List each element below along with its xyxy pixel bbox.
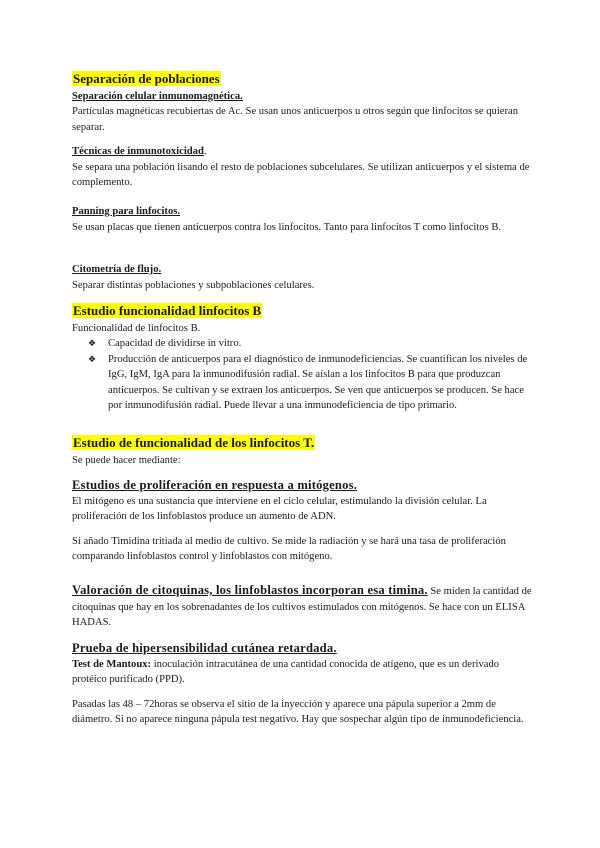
list-item [72,352,532,414]
intro-funcionalidad-b: Funcionalidad de linfocitos B. [72,322,201,334]
section-inmunotoxicidad [72,144,532,191]
bullet-text: Capacidad de dividirse in vitro. [108,338,242,349]
text-inmunotoxicidad: Se separa una población lisando el resto de poblaciones subcelulares. Se utilizan anticuerpos y el sistema de complemento. [72,161,530,188]
diamond-bullet-icon: ❖ [88,353,97,364]
label-test-mantoux: Test de Mantoux: [72,658,152,670]
text-test-mantoux: inoculación intracutánea de una cantidad conocida de atígeno, que es un derivado protéico purificado (PPD). [72,658,500,685]
section-linfocitos-b [72,303,532,414]
heading-separacion-poblaciones: Separación de poblaciones [73,71,220,86]
intro-funcionalidad-t: Se puede hacer mediante: [72,454,181,466]
section-citometria [72,262,532,293]
subheading-inmunotoxicidad-period: . [203,146,207,157]
subheading-panning: Panning para linfocitos. [72,206,181,217]
heading-funcionalidad-t: Estudio de funcionalidad de los linfocitos T. [73,435,315,450]
subheading-inmunotoxicidad: Técnicas de inmunotoxicidad [72,146,204,157]
text-proliferacion-1: El mitógeno es una sustancia que interviene en el ciclo celular, estimulando la división celular. La proliferación de los linfoblastos produce un aumento de ADN. [72,495,487,522]
text-proliferacion-2: Si añado Timidina tritiada al medio de cultivo. Se mide la radiación y se hará una tasa de proliferación comparando linfoblastos control y linfoblastos con mitógeno. [72,535,506,562]
subheading-inmunomagnetica: Separación celular inmunomagnética. [72,90,243,102]
section-panning [72,204,532,235]
text-panning: Se usan placas que tienen anticuerpos contra los linfocitos. Tanto para linfocitos T como linfocitos B. [72,221,502,233]
subheading-hipersensibilidad: Prueba de hipersensibilidad cutánea retardada. [72,641,337,655]
diamond-bullet-icon: ❖ [88,338,97,348]
section-hipersensibilidad [72,641,532,728]
bullet-text: Producción de anticuerpos para el diagnóstico de inmunodeficiencias. Se cuantifican los niveles de IgG, IgM, IgA para la inmunodifusión radial. Se aíslan a los linfocitos B para que produzcan anticuerpos. Se cultivan y se extraen los anticuerpos. Se ven que anticuerpos se producen. Se hace por inmunodifusión radial. Puede llevar a una inmunodeficiencia de tipo primario. [108,353,528,411]
text-inmunomagnetica: Partículas magnéticas recubiertas de Ac. Se usan unos anticuerpos u otros según que linfocitos se quieran separar. [72,106,518,133]
subheading-citoquinas: Valoración de citoquinas, los linfoblastos incorporan esa timina. [72,583,428,597]
section-citoquinas [72,583,532,631]
text-citometria: Separar distintas poblaciones y subpoblaciones celulares. [72,279,315,291]
text-citoquinas: Se miden la cantidad de citoquinas que hay en los sobrenadantes de los cultivos estimulados con mitógenos. Se hace con un ELISA HADAS. [72,586,532,628]
subheading-citometria: Citometría de flujo. [72,264,162,275]
section-proliferacion [72,478,532,565]
heading-funcionalidad-b: Estudio funcionalidad linfocitos B [73,303,262,318]
section-separacion [72,71,532,135]
text-hipersensibilidad-2: Pasadas las 48 – 72horas se observa el sitio de la inyección y aparece una pápula superior a 2mm de diámetro. Si no aparece ninguna pápula test negativo. Hay que sospechar algún tipo de inmunodeficiencia. [72,698,524,725]
subheading-proliferacion: Estudios de proliferación en respuesta a mitógenos. [72,478,358,492]
section-linfocitos-t [72,435,532,468]
list-item [72,336,532,352]
